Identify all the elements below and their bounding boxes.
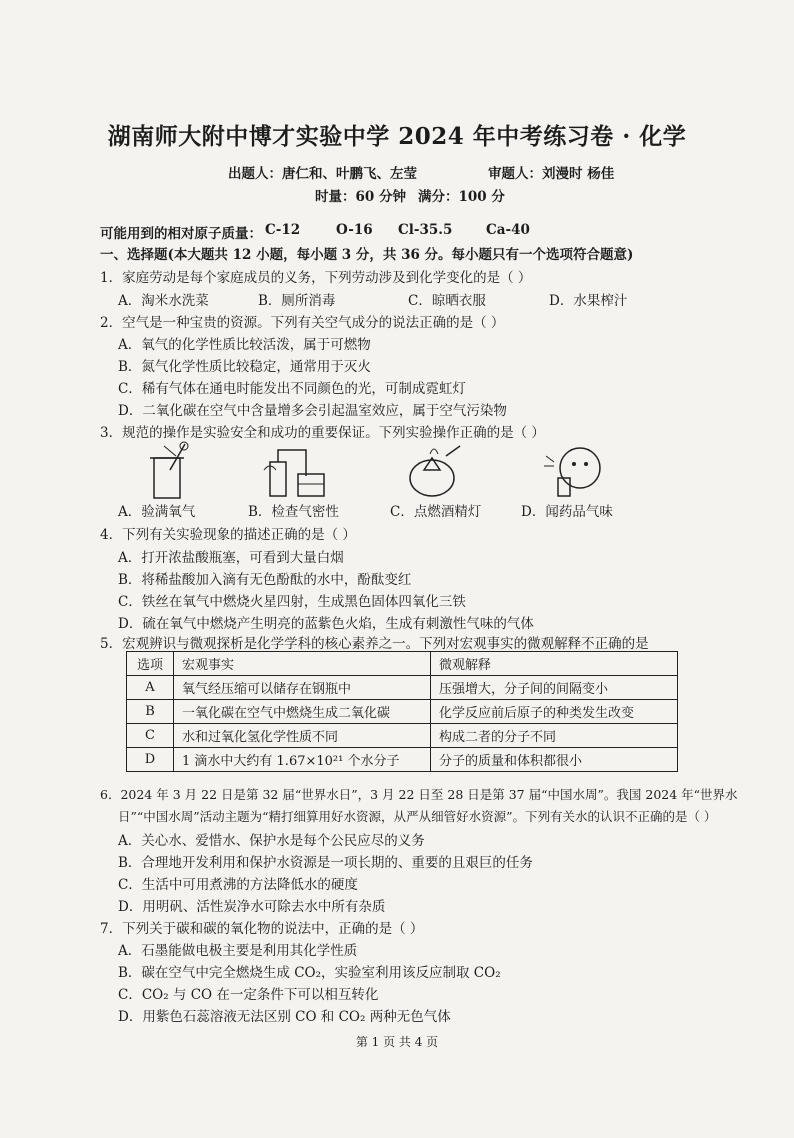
atomic-mass-o: O-16 — [336, 222, 373, 238]
table-header-explanation: 微观解释 — [431, 652, 678, 676]
table-cell: D — [127, 748, 174, 772]
atomic-mass-label: 可能用到的相对原子质量： — [100, 226, 262, 242]
q2-option-a: A．氧气的化学性质比较活泼，属于可燃物 — [118, 337, 371, 353]
q4-option-d: D．硫在氧气中燃烧产生明亮的蓝紫色火焰，生成有刺激性气味的气体 — [118, 616, 534, 632]
q4-option-c: C．铁丝在氧气中燃烧火星四射，生成黑色固体四氧化三铁 — [118, 594, 466, 610]
table-row — [127, 700, 678, 724]
table-header-option: 选项 — [127, 652, 174, 676]
table-cell: 压强增大，分子间的间隔变小 — [431, 676, 678, 700]
q3-option-c: C．点燃酒精灯 — [390, 504, 482, 520]
q3-option-d: D．闻药品气味 — [521, 504, 613, 520]
q7-option-c: C．CO₂ 与 CO 在一定条件下可以相互转化 — [118, 987, 379, 1003]
smell-reagent-illustration — [540, 440, 610, 502]
oxygen-test-illustration — [140, 440, 210, 502]
q6-stem-line2: 日”“中国水周”活动主题为“精打细算用好水资源，从严从细管好水资源”。下列有关水的认识不正确的是（ ） — [118, 809, 717, 824]
q1-stem: 1．家庭劳动是每个家庭成员的义务，下列劳动涉及到化学变化的是（ ） — [100, 270, 532, 286]
authors: 出题人：唐仁和、叶鹏飞、左莹 — [228, 166, 417, 182]
exam-title: 湖南师大附中博才实验中学 2024 年中考练习卷 · 化学 — [107, 123, 687, 150]
table-cell: 一氧化碳在空气中燃烧生成二氧化碳 — [174, 700, 431, 724]
atomic-mass-ca: Ca-40 — [486, 222, 530, 238]
q4-option-a: A．打开浓盐酸瓶塞，可看到大量白烟 — [118, 550, 344, 566]
q6-option-a: A．关心水、爱惜水、保护水是每个公民应尽的义务 — [118, 833, 425, 849]
exam-time: 时量：60 分钟 — [315, 189, 406, 205]
q3-option-a: A．验满氧气 — [118, 504, 196, 520]
alcohol-lamp-illustration — [402, 440, 472, 502]
table-cell: A — [127, 676, 174, 700]
q5-stem: 5．宏观辨识与微观探析是化学学科的核心素养之一。下列对宏观事实的微观解释不正确的是 — [100, 636, 649, 652]
table-cell: B — [127, 700, 174, 724]
q6-option-b: B．合理地开发利用和保护水资源是一项长期的、重要的且艰巨的任务 — [118, 855, 533, 871]
table-cell: 氧气经压缩可以储存在钢瓶中 — [174, 676, 431, 700]
table-cell: 1 滴水中大约有 1.67×10²¹ 个水分子 — [174, 748, 431, 772]
q7-option-d: D．用紫色石蕊溶液无法区别 CO 和 CO₂ 两种无色气体 — [118, 1009, 451, 1025]
page-footer: 第 1 页 共 4 页 — [355, 1035, 439, 1049]
table-cell: 构成二者的分子不同 — [431, 724, 678, 748]
table-row — [127, 724, 678, 748]
section-title: 一、选择题(本大题共 12 小题，每小题 3 分，共 36 分。每小题只有一个选项符合题意) — [100, 247, 634, 263]
q2-option-d: D．二氧化碳在空气中含量增多会引起温室效应，属于空气污染物 — [118, 403, 507, 419]
q6-stem-line1: 6．2024 年 3 月 22 日是第 32 届“世界水日”，3 月 22 日至 28 日是第 37 届“中国水周”。我国 2024 年“世界水 — [100, 787, 738, 802]
table-cell: 化学反应前后原子的种类发生改变 — [431, 700, 678, 724]
q7-stem: 7．下列关于碳和碳的氧化物的说法中，正确的是（ ） — [100, 921, 424, 937]
q1-option-b: B．厕所消毒 — [258, 293, 336, 309]
table-row — [127, 676, 678, 700]
q1-option-d: D．水果榨汁 — [549, 293, 628, 309]
reviewers: 审题人：刘漫时 杨佳 — [488, 166, 615, 182]
q6-option-d: D．用明矾、活性炭净水可除去水中所有杂质 — [118, 899, 386, 915]
q3-stem: 3．规范的操作是实验安全和成功的重要保证。下列实验操作正确的是（ ） — [100, 425, 545, 441]
q6-option-c: C．生活中可用煮沸的方法降低水的硬度 — [118, 877, 358, 893]
table-cell: 分子的质量和体积都很小 — [431, 748, 678, 772]
atomic-mass-cl: Cl-35.5 — [398, 222, 453, 238]
table-header-row — [127, 652, 678, 676]
q7-option-b: B．碳在空气中完全燃烧生成 CO₂，实验室利用该反应制取 CO₂ — [118, 965, 501, 981]
airtightness-illustration — [262, 440, 332, 502]
atomic-mass-c: C-12 — [265, 222, 301, 238]
q7-option-a: A．石墨能做电极主要是利用其化学性质 — [118, 943, 358, 959]
q3-option-b: B．检查气密性 — [248, 504, 339, 520]
table-cell: 水和过氧化氢化学性质不同 — [174, 724, 431, 748]
q2-stem: 2．空气是一种宝贵的资源。下列有关空气成分的说法正确的是（ ） — [100, 315, 505, 331]
q1-option-c: C．晾晒衣服 — [408, 293, 486, 309]
q2-option-c: C．稀有气体在通电时能发出不同颜色的光，可制成霓虹灯 — [118, 381, 466, 397]
q4-stem: 4．下列有关实验现象的描述正确的是（ ） — [100, 527, 356, 543]
q5-table — [126, 651, 678, 772]
table-row — [127, 748, 678, 772]
table-header-fact: 宏观事实 — [174, 652, 431, 676]
q2-option-b: B．氮气化学性质比较稳定，通常用于灭火 — [118, 359, 371, 375]
q1-option-a: A．淘米水洗菜 — [118, 293, 209, 309]
q4-option-b: B．将稀盐酸加入滴有无色酚酞的水中，酚酞变红 — [118, 572, 412, 588]
exam-score: 满分：100 分 — [418, 189, 505, 205]
table-cell: C — [127, 724, 174, 748]
